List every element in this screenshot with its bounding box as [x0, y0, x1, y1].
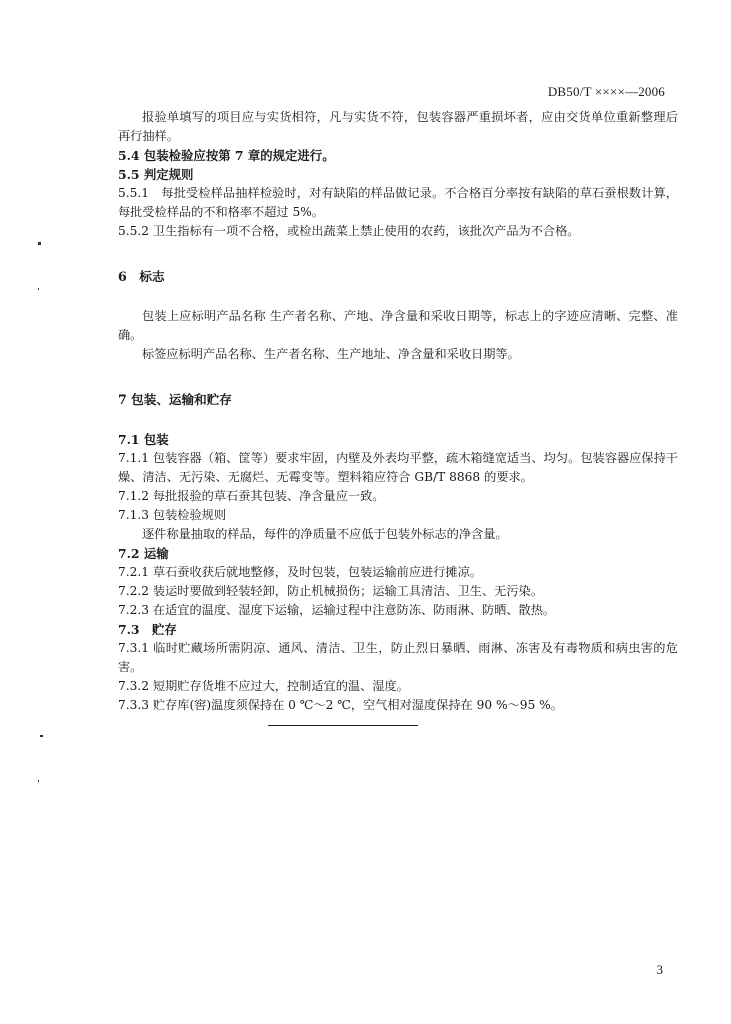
marking-paragraph: 包装上应标明产品名称 生产者名称、产地、净含量和采收日期等，标志上的字迹应清晰、完整、准确。: [118, 309, 678, 343]
page-number: 3: [656, 962, 663, 977]
label-paragraph: 标签应标明产品名称、生产者名称、生产地址、净含量和采收日期等。: [142, 347, 520, 362]
document-body: [118, 108, 678, 726]
clause-7-1-heading: 7.1 包装: [118, 432, 169, 448]
clause-7-3-3: 7.3.3 贮存库(窖)温度须保持在 0 ℃～2 ℃，空气相对湿度保持在 90 %～95 %。: [118, 698, 563, 713]
clause-7-1-3-body: 逐件称量抽取的样品，每件的净质量不应低于包装外标志的净含量。: [142, 527, 508, 542]
section-6-heading: 6 标志: [118, 268, 165, 284]
clause-5-5-heading: 5.5 判定规则: [118, 167, 194, 182]
clause-7-3-1: 7.3.1 临时贮藏场所需阴凉、通风、清洁、卫生，防止烈日暴晒、雨淋、冻害及有毒物质和病虫害的危害。: [118, 641, 678, 675]
clause-7-3-2: 7.3.2 短期贮存货堆不应过大，控制适宜的温、湿度。: [118, 679, 409, 694]
scan-speck: [40, 735, 43, 737]
scan-speck: [38, 242, 41, 245]
clause-7-2-heading: 7.2 运输: [118, 546, 169, 562]
section-7-heading: 7 包装、运输和贮存: [118, 391, 232, 407]
clause-7-2-2: 7.2.2 装运时要做到轻装轻卸，防止机械损伤；运输工具清洁、卫生、无污染。: [118, 584, 543, 599]
clause-5-4: 5.4 包装检验应按第 7 章的规定进行。: [118, 148, 335, 163]
clause-7-2-3: 7.2.3 在适宜的温度、湿度下运输，运输过程中注意防冻、防雨淋、防晒、散热。: [118, 603, 556, 618]
document-code: DB50/T ××××—2006: [547, 84, 665, 99]
scan-speck: [38, 780, 39, 782]
clause-5-5-1: 5.5.1 每批受检样品抽样检验时，对有缺陷的样品做记录。不合格百分率按有缺陷的草石蚕根数计算，每批受检样品的不和格率不超过 5%。: [118, 186, 678, 219]
clause-7-1-1: 7.1.1 包装容器（箱、筐等）要求牢固，内壁及外表均平整，疏木箱缝宽适当、均匀。包装容器应保持干燥、清洁、无污染、无腐烂、无霉变等。塑料箱应符合 GB/T 8868 的要求。: [118, 451, 678, 485]
clause-7-1-2: 7.1.2 每批报验的草石蚕其包装、净含量应一致。: [118, 489, 385, 504]
scan-speck: [38, 288, 39, 290]
paragraph-inspection-form: 报验单填写的项目应与实货相符，凡与实货不符，包装容器严重损坏者，应由交货单位重新整理后再行抽样。: [118, 110, 678, 143]
end-rule: [268, 725, 418, 726]
clause-7-1-3: 7.1.3 包装检验规则: [118, 508, 227, 523]
clause-7-3-heading: 7.3 贮存: [118, 622, 177, 638]
clause-7-2-1: 7.2.1 草石蚕收获后就地整修，及时包装，包装运输前应进行摊凉。: [118, 565, 482, 580]
clause-5-5-2: 5.5.2 卫生指标有一项不合格，或检出蔬菜上禁止使用的农药，该批次产品为不合格。: [118, 224, 580, 238]
